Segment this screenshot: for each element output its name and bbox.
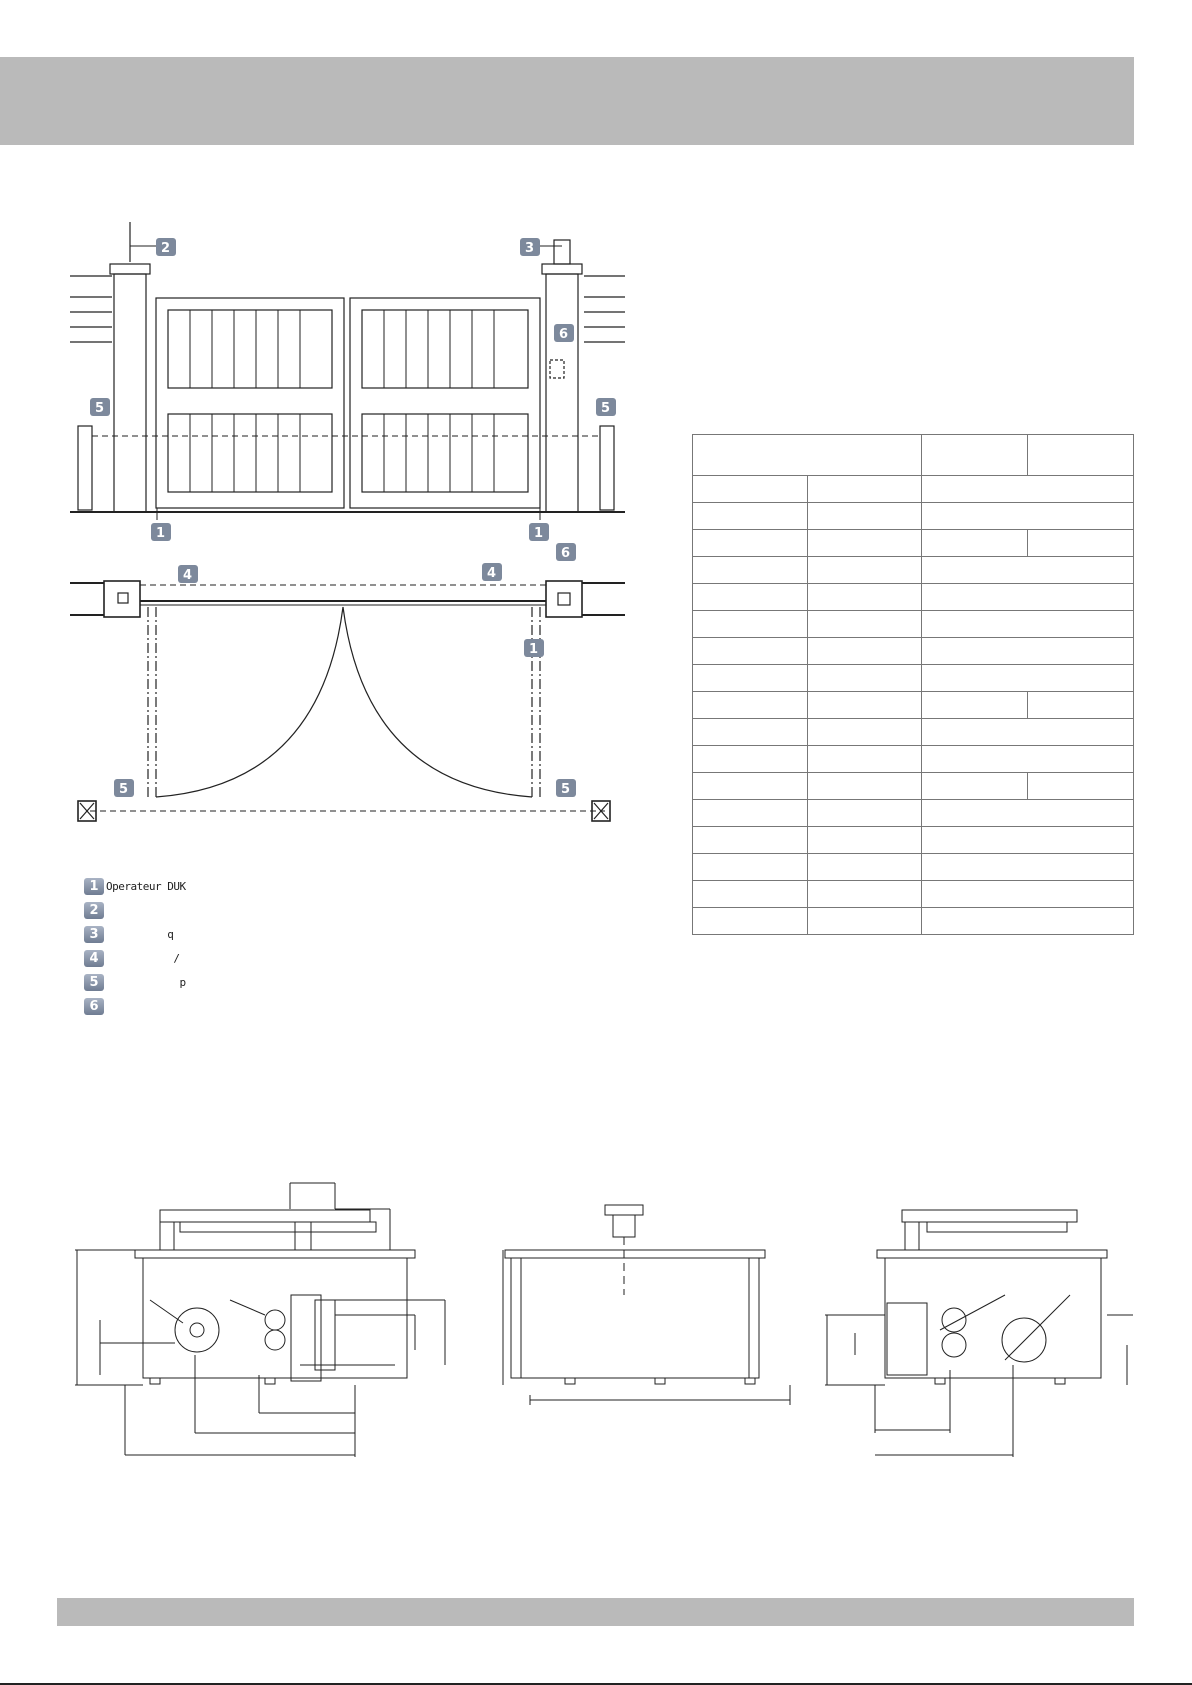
legend-badge: 2 [84,902,104,919]
spec-cell [1028,773,1134,800]
legend-item [84,974,584,998]
svg-text:1: 1 [156,526,166,541]
legend-item [84,950,584,974]
svg-text:5: 5 [561,782,571,797]
badge-4-left [178,565,198,583]
spec-cell [693,773,808,800]
svg-text:4: 4 [487,566,497,581]
spec-row [693,908,1134,935]
legend-badge: 1 [84,878,104,895]
svg-text:1: 1 [534,526,544,541]
svg-text:2: 2 [161,241,171,256]
spec-row [693,611,1134,638]
badge-2 [156,238,176,256]
spec-cell [693,908,808,935]
spec-cell [693,800,808,827]
spec-cell [807,476,922,503]
spec-cell [807,719,922,746]
spec-cell [807,746,922,773]
spec-row [693,557,1134,584]
spec-cell [807,881,922,908]
spec-cell [922,476,1134,503]
spec-cell [807,908,922,935]
badge-5-plan-right [556,779,576,797]
spec-cell [922,692,1028,719]
svg-text:6: 6 [561,546,571,561]
spec-cell [807,773,922,800]
spec-cell [693,530,808,557]
spec-row [693,530,1134,557]
component-legend [84,878,584,1022]
spec-cell [922,719,1134,746]
spec-cell [693,746,808,773]
badge-1-right [528,522,550,542]
spec-cell [922,638,1134,665]
spec-cell [922,881,1134,908]
spec-cell [693,557,808,584]
spec-row [693,503,1134,530]
legend-badge: 3 [84,926,104,943]
spec-cell [922,746,1134,773]
spec-table-header [693,435,1134,476]
legend-badge: 6 [84,998,104,1015]
operator-technical-drawings [65,1175,1135,1475]
svg-text:5: 5 [95,401,105,416]
spec-cell [922,503,1134,530]
spec-cell [807,827,922,854]
spec-cell [1028,530,1134,557]
spec-row [693,746,1134,773]
gate-plan-drawing [70,535,625,825]
svg-text:1: 1 [529,642,539,657]
spec-cell [807,503,922,530]
legend-item [84,902,584,926]
spec-cell [807,692,922,719]
badge-1-left [150,522,172,542]
footer-band [57,1598,1134,1626]
spec-cell [693,503,808,530]
gate-elevation-drawing [70,212,625,522]
spec-header-cell [922,435,1028,476]
spec-row [693,584,1134,611]
spec-table [692,434,1134,935]
spec-cell [807,800,922,827]
legend-text: q [106,928,174,941]
spec-row [693,476,1134,503]
spec-header-cell [1028,435,1134,476]
spec-cell [922,611,1134,638]
spec-cell [922,908,1134,935]
spec-cell [693,476,808,503]
spec-row [693,881,1134,908]
spec-row [693,665,1134,692]
badge-1-plan [524,639,544,657]
header-band [0,57,1134,145]
legend-item [84,878,584,902]
spec-cell [693,611,808,638]
spec-cell [807,638,922,665]
spec-row [693,854,1134,881]
legend-text: p [106,976,186,989]
spec-cell [1028,692,1134,719]
spec-row [693,638,1134,665]
legend-text: Operateur DUK [106,880,186,893]
spec-cell [922,665,1134,692]
badge-6-plan [556,543,576,561]
svg-text:4: 4 [183,568,193,583]
spec-header-cell [693,435,922,476]
legend-badge: 4 [84,950,104,967]
badge-4-right [482,563,502,581]
spec-cell [693,692,808,719]
spec-cell [922,584,1134,611]
badge-5-plan-left [114,779,134,797]
spec-row [693,692,1134,719]
spec-cell [922,827,1134,854]
spec-cell [922,530,1028,557]
legend-item [84,998,584,1022]
spec-cell [807,611,922,638]
spec-row [693,800,1134,827]
badge-6 [554,324,574,342]
spec-cell [807,557,922,584]
spec-cell [693,719,808,746]
spec-cell [922,800,1134,827]
badge-5-left [90,398,110,416]
spec-cell [922,773,1028,800]
spec-cell [693,584,808,611]
badge-5-right [596,398,616,416]
spec-row [693,773,1134,800]
svg-text:5: 5 [119,782,129,797]
spec-cell [807,854,922,881]
spec-cell [693,827,808,854]
spec-cell [693,638,808,665]
svg-text:3: 3 [525,241,535,256]
badge-3 [520,238,540,256]
legend-text: / [106,952,180,965]
legend-badge: 5 [84,974,104,991]
spec-cell [693,881,808,908]
spec-row [693,719,1134,746]
spec-row [693,827,1134,854]
spec-cell [693,665,808,692]
spec-cell [693,854,808,881]
spec-cell [807,530,922,557]
svg-text:6: 6 [559,327,569,342]
spec-cell [807,584,922,611]
spec-cell [922,557,1134,584]
svg-text:5: 5 [601,401,611,416]
spec-cell [922,854,1134,881]
spec-cell [807,665,922,692]
legend-item [84,926,584,950]
